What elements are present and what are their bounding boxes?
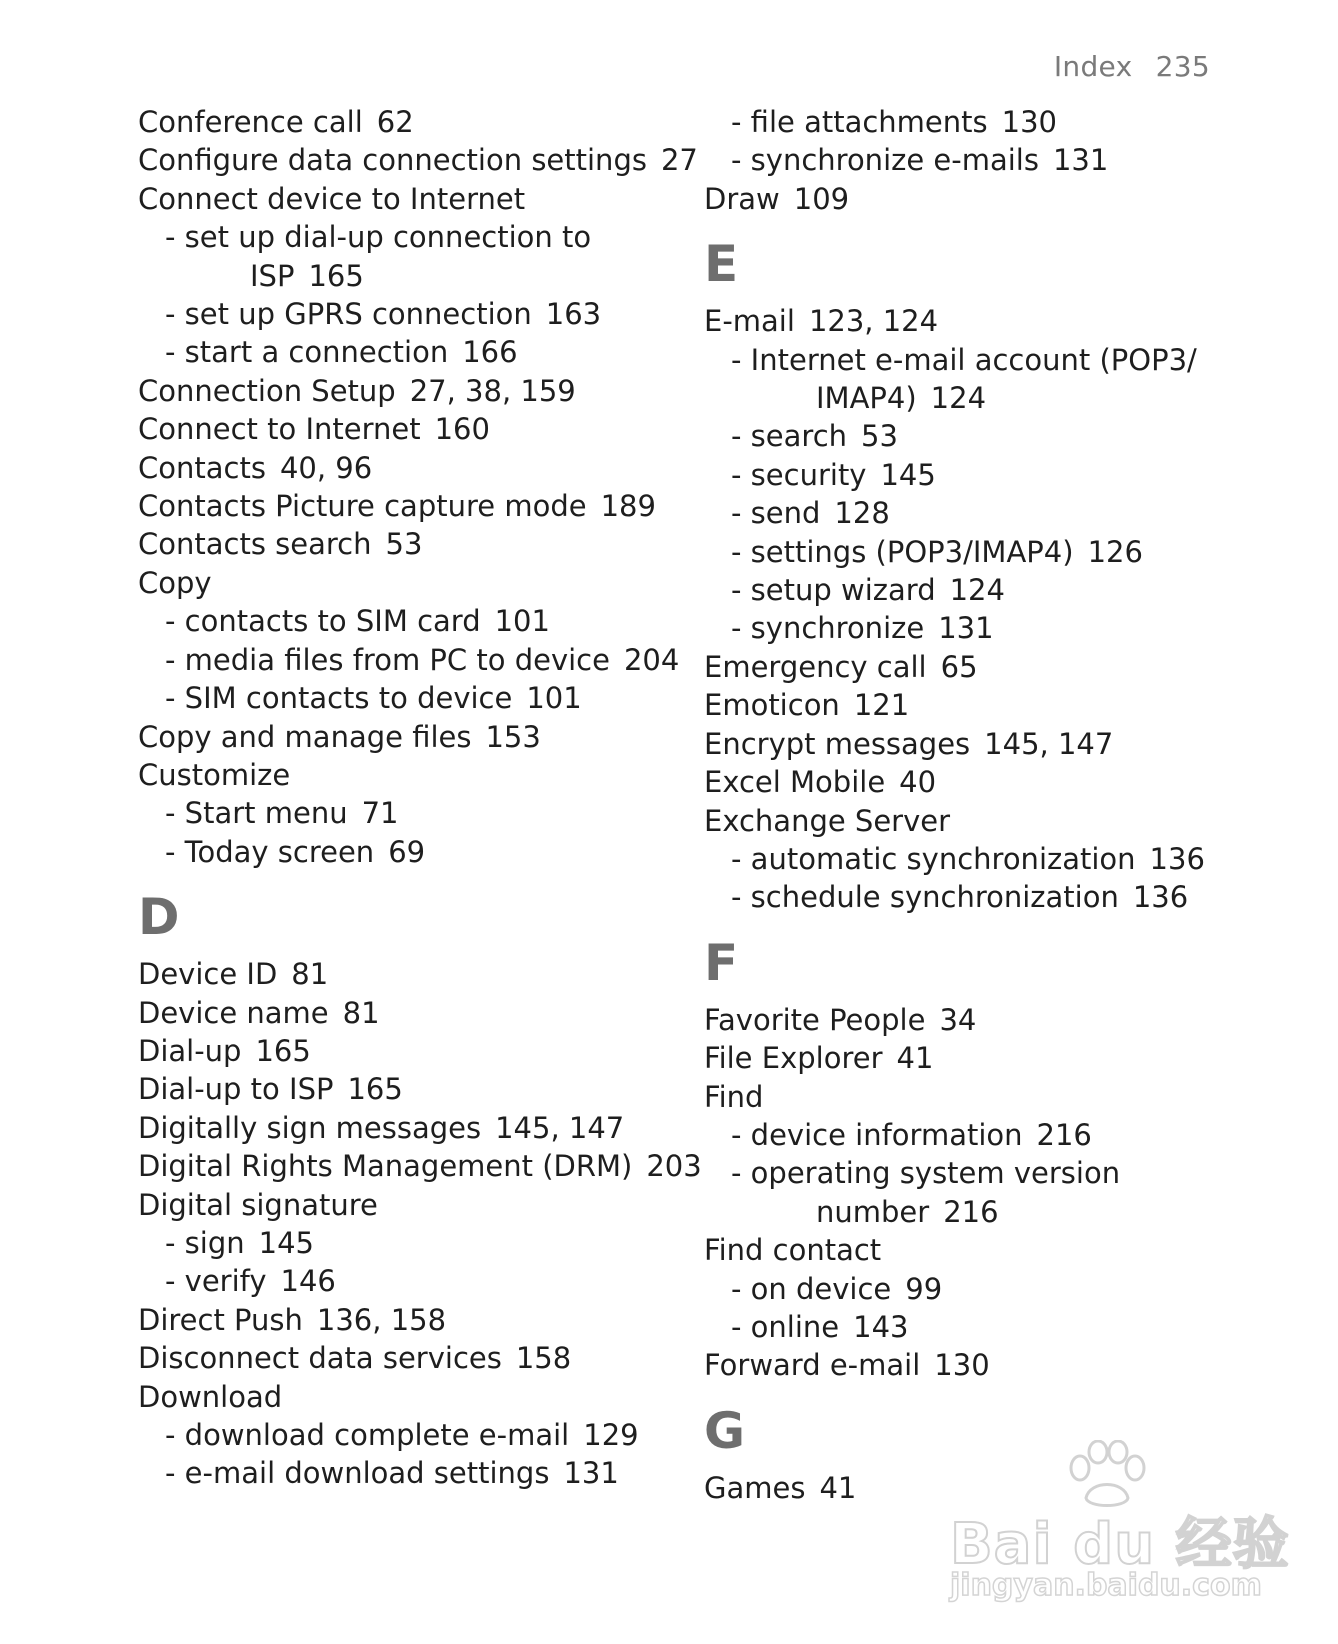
- index-entry: [138, 955, 678, 993]
- index-page-ref: 99: [905, 1271, 943, 1306]
- index-subentry: [704, 141, 1264, 179]
- section-letter-g: G: [704, 1401, 746, 1460]
- index-page-ref: 216: [943, 1194, 999, 1229]
- index-entry: [138, 718, 678, 756]
- index-entry: [138, 1032, 678, 1070]
- baidu-watermark: [950, 1440, 1290, 1610]
- index-page-ref: 189: [600, 489, 656, 524]
- index-page-ref: 109: [793, 181, 850, 216]
- index-page-ref: 131: [563, 1456, 619, 1491]
- index-term: - schedule synchronization: [731, 880, 1119, 915]
- index-subentry: [138, 679, 678, 717]
- index-entry: [704, 1346, 1264, 1384]
- running-head: [1054, 50, 1210, 83]
- index-subentry: [704, 1308, 1264, 1346]
- index-term: File Explorer: [704, 1041, 883, 1076]
- index-subentry: [704, 609, 1264, 647]
- index-term: Draw: [704, 181, 780, 216]
- index-term: Digital Rights Management (DRM): [138, 1149, 633, 1184]
- index-term: Conference call: [138, 105, 363, 139]
- index-term: Games: [704, 1470, 806, 1505]
- index-page-ref: 101: [526, 681, 582, 716]
- index-term: - on device: [731, 1271, 892, 1306]
- index-page-ref: 153: [485, 719, 541, 754]
- index-term: Emergency call: [704, 649, 927, 684]
- index-entry: [138, 1378, 678, 1416]
- index-subentry: [704, 456, 1264, 494]
- index-term: - set up dial-up connection to: [165, 220, 592, 255]
- running-head-page-number: 235: [1155, 50, 1210, 83]
- index-page-ref: 143: [853, 1309, 909, 1344]
- index-entry: [138, 103, 678, 141]
- index-term: - online: [731, 1309, 840, 1344]
- index-term: Configure data connection settings: [138, 143, 647, 178]
- index-page-ref: 124: [949, 573, 1005, 608]
- index-page-ref: 160: [434, 412, 490, 447]
- index-page-ref: 81: [342, 995, 380, 1030]
- index-term: Copy and manage files: [138, 719, 472, 754]
- index-term: - setup wizard: [731, 573, 936, 608]
- index-page-ref: 41: [896, 1041, 934, 1076]
- index-page-ref: 40, 96: [279, 450, 373, 485]
- index-term: - sign: [165, 1225, 245, 1260]
- index-page-ref: 130: [1001, 105, 1057, 139]
- index-term: Find: [704, 1079, 764, 1114]
- index-entry: [704, 802, 1264, 840]
- index-term: Digital signature: [138, 1187, 378, 1222]
- index-term: - contacts to SIM card: [165, 604, 481, 639]
- index-term: Contacts: [138, 450, 266, 485]
- index-subentry: [704, 1193, 1264, 1231]
- index-subentry: [138, 218, 678, 256]
- index-entry: [138, 372, 678, 410]
- index-term: Encrypt messages: [704, 726, 971, 761]
- index-page-ref: 145, 147: [984, 726, 1114, 761]
- index-entry: [704, 763, 1264, 801]
- index-subentry: [704, 494, 1264, 532]
- index-term: Customize: [138, 757, 291, 792]
- index-term: Download: [138, 1379, 283, 1414]
- index-term: - operating system version: [731, 1156, 1121, 1191]
- index-entry: [138, 1070, 678, 1108]
- section-letter-e: E: [704, 235, 739, 294]
- index-term: - settings (POP3/IMAP4): [731, 534, 1074, 569]
- index-entry: [704, 686, 1264, 724]
- index-entry: [138, 410, 678, 448]
- index-term: number: [816, 1194, 930, 1229]
- index-page-ref: 216: [1036, 1117, 1092, 1152]
- index-page-ref: 81: [291, 957, 329, 992]
- index-term: Favorite People: [704, 1002, 926, 1037]
- index-term: - Today screen: [165, 834, 375, 869]
- index-subentry: [138, 257, 678, 295]
- index-term: - media files from PC to device: [165, 642, 610, 677]
- index-page-ref: 158: [515, 1341, 572, 1376]
- index-term: Contacts search: [138, 527, 372, 562]
- index-page-ref: 136: [1149, 841, 1205, 876]
- index-term: IMAP4): [816, 381, 917, 416]
- index-subentry: [704, 379, 1264, 417]
- index-term: Dial-up to ISP: [138, 1072, 334, 1107]
- index-page-ref: 126: [1087, 534, 1143, 569]
- index-entry: [704, 180, 1264, 218]
- watermark-brand: Bai du 经验: [950, 1512, 1290, 1577]
- index-term: E-mail: [704, 304, 795, 339]
- index-entry: [704, 302, 1264, 340]
- index-term: - set up GPRS connection: [165, 297, 532, 332]
- index-term: - download complete e-mail: [165, 1418, 570, 1452]
- index-entry: [138, 994, 678, 1032]
- index-subentry: [138, 833, 678, 871]
- index-page-ref: 27, 38, 159: [409, 373, 576, 408]
- index-term: - verify: [165, 1264, 267, 1299]
- index-term: Exchange Server: [704, 803, 951, 838]
- index-subentry: [704, 1270, 1264, 1308]
- index-page-ref: 136: [1132, 880, 1189, 915]
- index-entry: [138, 141, 698, 179]
- index-subentry: [138, 1454, 678, 1492]
- index-term: - security: [731, 457, 867, 492]
- index-term: - automatic synchronization: [731, 841, 1136, 876]
- index-term: - send: [731, 496, 821, 531]
- watermark-url: jingyan.baidu.com: [950, 1568, 1262, 1603]
- index-subentry: [138, 1416, 678, 1454]
- index-page-ref: 71: [361, 796, 399, 831]
- index-subentry: [704, 878, 1264, 916]
- index-entry: [138, 1301, 678, 1339]
- index-subentry: [704, 103, 1264, 141]
- index-term: - SIM contacts to device: [165, 681, 513, 716]
- index-page-ref: 34: [939, 1002, 977, 1037]
- index-subentry: [138, 1224, 678, 1262]
- index-subentry: [704, 1116, 1264, 1154]
- index-term: Find contact: [704, 1233, 882, 1268]
- index-page-ref: 53: [861, 419, 898, 454]
- index-term: Direct Push: [138, 1302, 303, 1337]
- index-term: Device name: [138, 995, 329, 1030]
- index-term: Copy: [138, 565, 212, 600]
- index-entry: [704, 648, 1264, 686]
- index-term: ISP: [250, 258, 295, 293]
- index-page-ref: 41: [819, 1470, 857, 1505]
- section-letter-f: F: [704, 933, 739, 992]
- index-entry: [704, 1039, 1264, 1077]
- index-entry: [138, 564, 678, 602]
- index-term: Emoticon: [704, 688, 840, 723]
- index-subentry: [138, 333, 678, 371]
- index-subentry: [138, 602, 678, 640]
- index-term: - search: [731, 419, 848, 454]
- index-term: Dial-up: [138, 1033, 242, 1068]
- index-entry: [704, 1001, 1264, 1039]
- index-page-ref: 27: [660, 143, 698, 178]
- index-subentry: [704, 840, 1264, 878]
- index-subentry: [704, 571, 1264, 609]
- index-page-ref: 163: [545, 297, 602, 332]
- index-term: Contacts Picture capture mode: [138, 489, 587, 524]
- index-page-ref: 131: [938, 611, 994, 646]
- index-term: - synchronize: [731, 611, 925, 646]
- index-group-e: [704, 302, 1264, 917]
- index-term: Connect device to Internet: [138, 181, 526, 216]
- index-subentry: [138, 641, 678, 679]
- index-page-ref: 145: [880, 457, 936, 492]
- index-page-ref: 65: [940, 649, 978, 684]
- index-subentry: [704, 417, 1264, 455]
- index-term: - device information: [731, 1117, 1023, 1152]
- index-term: - start a connection: [165, 335, 449, 370]
- index-subentry: [138, 794, 678, 832]
- section-letter-d: D: [138, 888, 180, 947]
- index-page-ref: 146: [280, 1264, 336, 1299]
- index-group-f: [704, 1001, 1264, 1385]
- index-term: Connection Setup: [138, 373, 396, 408]
- index-entry: [138, 1339, 678, 1377]
- index-entry: [138, 449, 678, 487]
- index-entry: [138, 756, 678, 794]
- index-page-ref: 204: [623, 642, 680, 677]
- index-term: Disconnect data services: [138, 1341, 502, 1376]
- index-subentry: [704, 341, 1264, 379]
- index-subentry: [704, 533, 1264, 571]
- index-column-left: [138, 103, 702, 1493]
- index-page-ref: 62: [376, 105, 414, 139]
- index-subentry: [138, 1262, 678, 1300]
- index-page-ref: 130: [934, 1348, 990, 1383]
- index-page-ref: 145, 147: [495, 1110, 625, 1145]
- index-column-right: [704, 103, 1264, 1507]
- index-page-ref: 165: [347, 1072, 403, 1107]
- index-page-ref: 53: [385, 527, 423, 562]
- index-entry: [138, 525, 678, 563]
- index-group-c: [138, 103, 698, 871]
- index-entry: [704, 1231, 1264, 1269]
- index-entry: [138, 1109, 678, 1147]
- index-page-ref: 40: [899, 765, 937, 800]
- index-term: - file attachments: [731, 105, 988, 139]
- index-page-ref: 165: [308, 258, 364, 293]
- index-page-ref: 131: [1052, 143, 1109, 178]
- index-page-ref: 203: [646, 1149, 702, 1184]
- index-entry: [704, 725, 1264, 763]
- index-term: - e-mail download settings: [165, 1456, 550, 1491]
- index-entry: [704, 1078, 1264, 1116]
- index-entry: [138, 487, 678, 525]
- index-page-ref: 145: [258, 1225, 314, 1260]
- index-entry: [138, 1186, 678, 1224]
- index-term: Device ID: [138, 957, 278, 992]
- index-term: - synchronize e-mails: [731, 143, 1039, 178]
- index-term: Connect to Internet: [138, 412, 421, 447]
- index-page-ref: 166: [462, 335, 518, 370]
- index-page-ref: 124: [930, 381, 987, 416]
- index-page-ref: 69: [388, 834, 426, 869]
- index-subentry: [704, 1154, 1264, 1192]
- index-term: Digitally sign messages: [138, 1110, 482, 1145]
- index-group-d: [138, 955, 702, 1493]
- index-term: - Start menu: [165, 796, 348, 831]
- index-page-ref: 129: [583, 1418, 639, 1452]
- index-entry: [138, 1147, 702, 1185]
- running-head-section: Index: [1053, 50, 1133, 83]
- index-term: - Internet e-mail account (POP3/: [731, 342, 1197, 377]
- index-term: Excel Mobile: [704, 765, 886, 800]
- index-page-ref: 128: [834, 496, 890, 531]
- index-subentry: [138, 295, 678, 333]
- index-term: Forward e-mail: [704, 1348, 921, 1383]
- index-entry: [138, 180, 678, 218]
- index-page-ref: 165: [255, 1033, 311, 1068]
- index-page-ref: 136, 158: [316, 1302, 447, 1337]
- index-group-d-continued: [704, 103, 1264, 218]
- index-page-ref: 121: [853, 688, 910, 723]
- index-page-ref: 101: [494, 604, 550, 639]
- index-page-ref: 123, 124: [808, 304, 939, 339]
